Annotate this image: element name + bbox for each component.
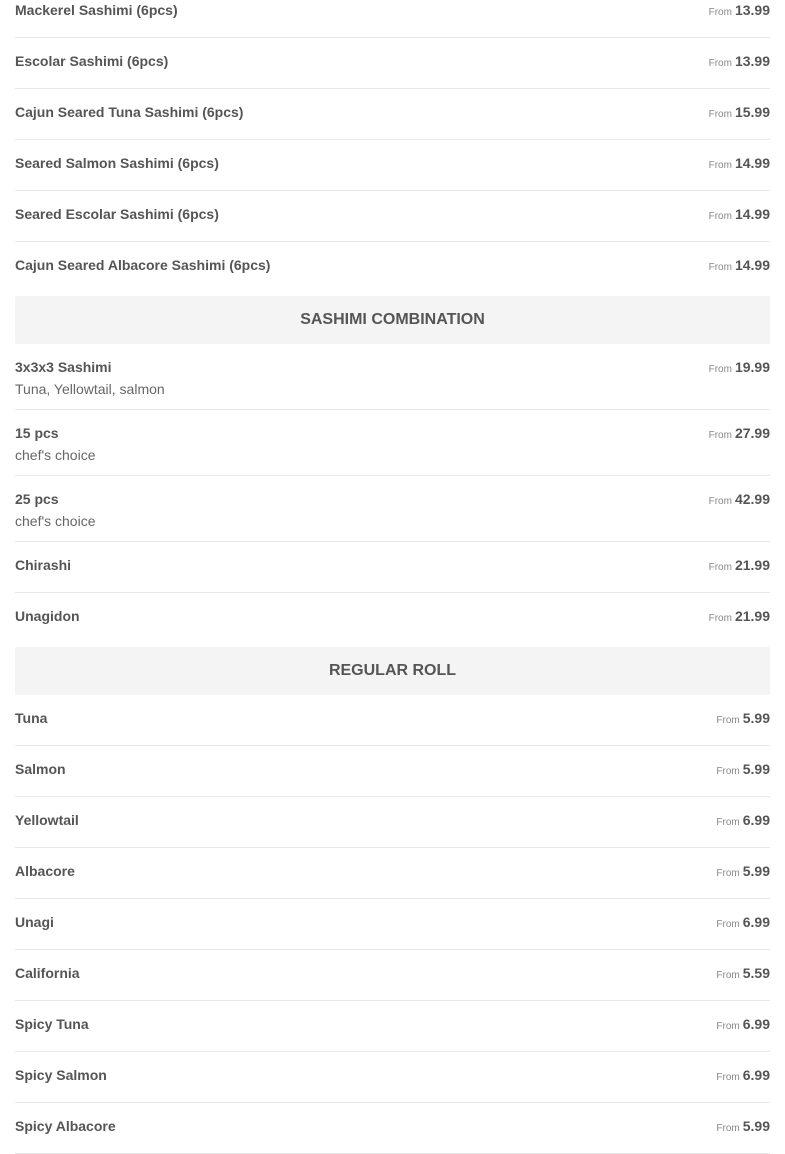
menu-item[interactable] xyxy=(15,410,770,476)
menu-item[interactable] xyxy=(15,191,770,242)
price-value: 14.99 xyxy=(734,155,770,171)
menu-item-price xyxy=(709,51,770,74)
menu-item-price xyxy=(709,153,770,176)
price-from-label: From xyxy=(708,496,732,507)
menu-item-price xyxy=(709,102,770,125)
menu-item-price xyxy=(716,1065,770,1088)
price-from-label: From xyxy=(716,1123,740,1134)
menu-item-info xyxy=(15,810,79,830)
menu-item[interactable] xyxy=(15,542,770,593)
price-value: 27.99 xyxy=(734,425,770,441)
menu-item-price xyxy=(716,708,770,731)
price-from-label: From xyxy=(708,58,732,69)
price-value: 42.99 xyxy=(734,491,770,507)
menu-item-info xyxy=(15,489,96,530)
menu-item-name: Chirashi xyxy=(15,557,72,573)
menu-item[interactable] xyxy=(15,1052,770,1103)
menu-item-price xyxy=(716,759,770,782)
menu-item-info xyxy=(15,255,270,275)
price-from-label: From xyxy=(708,364,732,375)
menu-item-info xyxy=(15,1014,89,1034)
price-from-label: From xyxy=(708,562,732,573)
menu-item-name: Albacore xyxy=(15,863,75,879)
menu-item-description: chef's choice xyxy=(15,447,96,463)
menu-item-info xyxy=(15,759,66,779)
menu-item[interactable] xyxy=(15,950,770,1001)
price-from-label: From xyxy=(708,7,732,18)
menu-item[interactable] xyxy=(15,1103,770,1154)
price-value: 14.99 xyxy=(734,206,770,222)
menu-item-info xyxy=(15,204,219,224)
price-from-label: From xyxy=(708,160,732,171)
menu-item-info xyxy=(15,912,54,932)
price-value: 6.99 xyxy=(742,1016,770,1032)
menu-item-info xyxy=(15,51,168,71)
menu-item[interactable] xyxy=(15,1001,770,1052)
menu-item-price xyxy=(716,912,770,935)
price-from-label: From xyxy=(716,817,740,828)
menu-item[interactable] xyxy=(15,899,770,950)
menu-item-name: Escolar Sashimi (6pcs) xyxy=(15,53,169,69)
menu-item-price xyxy=(709,555,770,578)
menu-item-name: Unagidon xyxy=(15,608,80,624)
price-value: 21.99 xyxy=(734,608,770,624)
menu-item-info xyxy=(15,0,178,20)
price-value: 5.99 xyxy=(742,761,770,777)
price-from-label: From xyxy=(716,715,740,726)
price-value: 5.99 xyxy=(742,863,770,879)
price-value: 13.99 xyxy=(734,2,770,18)
menu-item-info xyxy=(15,1116,116,1136)
menu-item-name: 25 pcs xyxy=(15,491,59,507)
menu-item-info xyxy=(15,1065,107,1085)
price-value: 6.99 xyxy=(742,914,770,930)
menu-item-name: California xyxy=(15,965,80,981)
menu-item-name: Spicy Tuna xyxy=(15,1016,89,1032)
menu-item[interactable] xyxy=(15,746,770,797)
menu-item-name: Cajun Seared Tuna Sashimi (6pcs) xyxy=(15,104,244,120)
menu-item[interactable] xyxy=(15,242,770,292)
menu-item-price xyxy=(709,357,770,380)
menu-item-price xyxy=(716,1014,770,1037)
menu-item-name: Spicy Salmon xyxy=(15,1067,107,1083)
menu-item-price xyxy=(709,255,770,278)
menu-item-name: Unagi xyxy=(15,914,54,930)
section-header: SASHIMI COMBINATION xyxy=(15,296,770,344)
menu-item-info xyxy=(15,153,219,173)
menu-item-name: Mackerel Sashimi (6pcs) xyxy=(15,2,178,18)
price-value: 6.99 xyxy=(742,1067,770,1083)
menu-item-price xyxy=(716,963,770,986)
price-from-label: From xyxy=(716,1072,740,1083)
section-header: REGULAR ROLL xyxy=(15,647,770,695)
menu-item-price xyxy=(716,861,770,884)
menu-item-info xyxy=(15,102,243,122)
menu-item-name: Cajun Seared Albacore Sashimi (6pcs) xyxy=(15,257,271,273)
price-from-label: From xyxy=(716,868,740,879)
menu-item-price xyxy=(709,423,770,446)
price-from-label: From xyxy=(708,211,732,222)
price-from-label: From xyxy=(708,262,732,273)
menu-item[interactable] xyxy=(15,38,770,89)
menu-item[interactable] xyxy=(15,695,770,746)
menu-item-name: 15 pcs xyxy=(15,425,59,441)
menu-item-info xyxy=(15,606,80,626)
price-from-label: From xyxy=(716,919,740,930)
menu-item[interactable] xyxy=(15,797,770,848)
menu-item[interactable] xyxy=(15,0,770,38)
menu-item[interactable] xyxy=(15,593,770,643)
menu-item-price xyxy=(716,810,770,833)
price-value: 5.59 xyxy=(742,965,770,981)
menu-item-name: Salmon xyxy=(15,761,66,777)
menu-item[interactable] xyxy=(15,89,770,140)
price-value: 21.99 xyxy=(734,557,770,573)
price-from-label: From xyxy=(716,1021,740,1032)
price-value: 5.99 xyxy=(742,710,770,726)
price-value: 19.99 xyxy=(734,359,770,375)
menu-item-name: Spicy Albacore xyxy=(15,1118,116,1134)
menu-item-price xyxy=(709,204,770,227)
menu-item-name: Seared Salmon Sashimi (6pcs) xyxy=(15,155,219,171)
price-value: 15.99 xyxy=(734,104,770,120)
price-from-label: From xyxy=(716,970,740,981)
menu-item[interactable] xyxy=(15,848,770,899)
price-value: 6.99 xyxy=(742,812,770,828)
price-from-label: From xyxy=(716,766,740,777)
menu-item[interactable] xyxy=(15,140,770,191)
menu-item-name: Tuna xyxy=(15,710,48,726)
price-from-label: From xyxy=(708,430,732,441)
menu-item[interactable] xyxy=(15,476,770,542)
menu-item-price xyxy=(709,606,770,629)
price-from-label: From xyxy=(708,109,732,120)
menu-item-info xyxy=(15,357,165,398)
menu-item-description: chef's choice xyxy=(15,513,96,529)
menu-item-info xyxy=(15,963,80,983)
menu-item-price xyxy=(709,489,770,512)
menu-item-info xyxy=(15,861,75,881)
price-value: 14.99 xyxy=(734,257,770,273)
menu-item-name: 3x3x3 Sashimi xyxy=(15,359,112,375)
price-value: 13.99 xyxy=(734,53,770,69)
menu-item-info xyxy=(15,423,96,464)
menu-item-name: Seared Escolar Sashimi (6pcs) xyxy=(15,206,219,222)
menu-item-info xyxy=(15,555,71,575)
menu-item[interactable] xyxy=(15,344,770,410)
menu-item-info xyxy=(15,708,47,728)
menu-item-description: Tuna, Yellowtail, salmon xyxy=(15,381,165,397)
price-from-label: From xyxy=(708,613,732,624)
menu-item-name: Yellowtail xyxy=(15,812,79,828)
price-value: 5.99 xyxy=(742,1118,770,1134)
menu-item-price xyxy=(716,1116,770,1139)
menu-item-price xyxy=(709,0,770,23)
